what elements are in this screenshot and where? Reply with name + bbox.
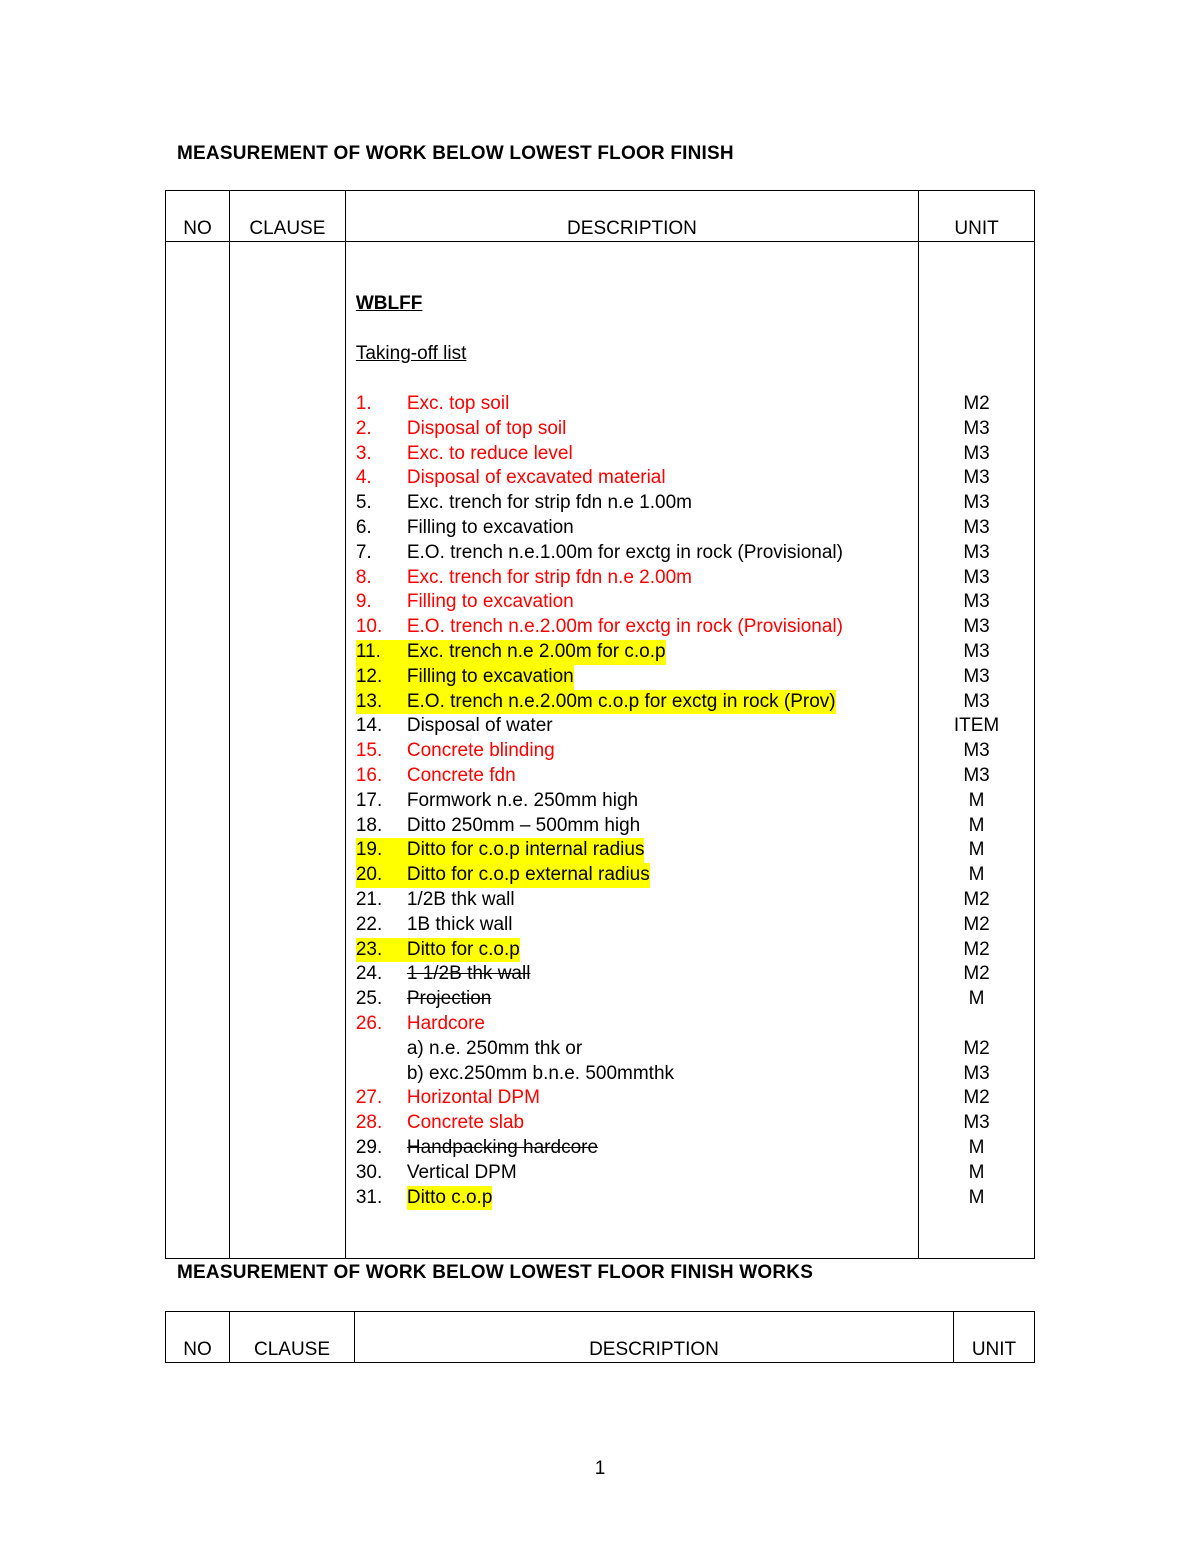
item-number: 30.	[355, 1161, 383, 1183]
item-number: 18.	[355, 814, 383, 836]
item-number: 20.	[356, 863, 407, 888]
item-number: 12.	[356, 665, 407, 690]
item-text: E.O. trench n.e.1.00m for exctg in rock (Provisional)	[406, 541, 843, 563]
item-text: Exc. trench n.e 2.00m for c.o.p	[407, 640, 666, 665]
item-text: Exc. trench for strip fdn n.e 2.00m	[406, 566, 692, 588]
item-text: Filling to excavation	[406, 591, 574, 613]
item-text: Vertical DPM	[406, 1161, 517, 1183]
header-no: NO	[166, 191, 230, 242]
item-number: 21.	[355, 888, 383, 910]
item-text: 1/2B thk wall	[406, 888, 515, 910]
list-item	[356, 566, 918, 591]
item-unit: M3	[963, 467, 990, 489]
item-text: 1B thick wall	[406, 913, 513, 935]
table-header-row	[166, 1312, 1035, 1363]
item-text: Ditto for c.o.p internal radius	[407, 838, 645, 863]
item-number: 26.	[355, 1012, 383, 1034]
list-item	[356, 640, 918, 665]
item-number: 14.	[355, 715, 383, 737]
item-unit: M3	[963, 690, 990, 712]
item-unit: M	[968, 988, 985, 1010]
item-unit: M	[968, 814, 985, 836]
item-unit: M3	[963, 417, 990, 439]
list-item	[356, 764, 918, 789]
item-number: 25.	[355, 988, 383, 1010]
list-item	[356, 838, 918, 863]
item-unit: ITEM	[953, 715, 1000, 737]
item-unit: M2	[963, 938, 990, 960]
item-unit: M2	[963, 913, 990, 935]
item-unit: M3	[963, 1062, 990, 1084]
item-unit: M3	[963, 492, 990, 514]
header-clause: CLAUSE	[229, 191, 345, 242]
item-text: Exc. top soil	[406, 393, 510, 414]
list-item	[356, 491, 918, 516]
item-text: b) exc.250mm b.n.e. 500mmthk	[406, 1062, 675, 1084]
item-text: Ditto 250mm – 500mm high	[406, 814, 641, 836]
item-text: Formwork n.e. 250mm high	[406, 789, 639, 811]
second-table-title: MEASUREMENT OF WORK BELOW LOWEST FLOOR FINISH WORKS	[177, 1262, 814, 1283]
item-unit: M3	[963, 764, 990, 786]
item-number: 7.	[355, 541, 372, 563]
item-text: Ditto for c.o.p	[407, 938, 520, 963]
item-number: 9.	[355, 591, 372, 613]
item-number: 13.	[356, 690, 407, 715]
list-item	[356, 392, 918, 417]
no-column	[166, 242, 230, 1259]
item-text: Filling to excavation	[406, 516, 574, 538]
item-unit: M3	[963, 665, 990, 687]
list-item	[356, 1086, 918, 1111]
item-text: Disposal of top soil	[406, 417, 567, 439]
list-item	[356, 987, 918, 1012]
item-unit	[919, 1012, 1034, 1037]
item-number: 2.	[355, 417, 372, 439]
item-number: 29.	[355, 1136, 383, 1158]
item-text: E.O. trench n.e.2.00m c.o.p for exctg in rock (Prov)	[407, 690, 836, 715]
header-description: DESCRIPTION	[345, 191, 918, 242]
table-body-row	[166, 242, 1035, 1259]
item-text: Hardcore	[406, 1012, 486, 1034]
list-item	[356, 417, 918, 442]
item-text: Projection	[406, 988, 492, 1010]
list-item	[356, 615, 918, 640]
unit-list	[919, 392, 1034, 1210]
item-unit: M3	[963, 516, 990, 538]
list-item	[356, 516, 918, 541]
item-unit: M2	[963, 888, 990, 910]
item-text: Concrete blinding	[406, 740, 555, 762]
item-text: E.O. trench n.e.2.00m for exctg in rock (Provisional)	[406, 616, 843, 638]
second-table	[165, 1311, 1035, 1363]
header-no: NO	[166, 1312, 230, 1363]
list-item	[356, 1037, 918, 1062]
item-number: 6.	[355, 516, 372, 538]
item-unit: M3	[963, 740, 990, 762]
list-item	[356, 665, 918, 690]
item-text: Filling to excavation	[407, 665, 574, 690]
item-unit: M3	[963, 1112, 990, 1134]
item-unit: M3	[963, 640, 990, 662]
list-item	[356, 888, 918, 913]
list-item	[356, 1161, 918, 1186]
item-text: Ditto c.o.p	[407, 1186, 493, 1211]
item-unit: M3	[963, 566, 990, 588]
item-number: 16.	[355, 764, 383, 786]
item-text: Exc. trench for strip fdn n.e 1.00m	[406, 492, 692, 514]
item-number: 10.	[355, 616, 383, 638]
list-item	[356, 714, 918, 739]
item-number: 19.	[356, 838, 407, 863]
header-description: DESCRIPTION	[355, 1312, 954, 1363]
item-text: Exc. to reduce level	[406, 442, 573, 464]
section-heading: WBLFF	[355, 293, 423, 314]
item-unit: M2	[963, 1037, 990, 1059]
list-item	[356, 739, 918, 764]
header-clause: CLAUSE	[230, 1312, 355, 1363]
item-number: 17.	[355, 789, 383, 811]
item-number: 24.	[355, 963, 383, 985]
item-unit: M2	[963, 1087, 990, 1109]
list-item	[356, 1012, 918, 1037]
list-item	[356, 863, 918, 888]
section-subheading: Taking-off list	[355, 343, 467, 364]
item-number: 28.	[355, 1112, 383, 1134]
item-text: Horizontal DPM	[406, 1087, 540, 1109]
item-unit: M3	[963, 591, 990, 613]
list-item	[356, 962, 918, 987]
list-item	[356, 814, 918, 839]
description-column	[345, 242, 918, 1259]
item-text: Disposal of excavated material	[406, 467, 666, 489]
item-unit: M	[968, 1186, 985, 1208]
item-text: Concrete fdn	[406, 764, 516, 786]
header-unit: UNIT	[919, 191, 1035, 242]
taking-off-table	[165, 190, 1035, 1259]
item-number: 15.	[355, 740, 383, 762]
list-item	[356, 1062, 918, 1087]
item-unit: M3	[963, 541, 990, 563]
page-number: 1	[594, 1458, 606, 1479]
clause-column	[229, 242, 345, 1259]
list-item	[356, 442, 918, 467]
item-text: Handpacking hardcore	[406, 1136, 599, 1158]
item-number: 22.	[355, 913, 383, 935]
item-number: 8.	[355, 566, 372, 588]
list-item	[356, 590, 918, 615]
item-number: 5.	[355, 492, 372, 514]
list-item	[356, 913, 918, 938]
item-unit: M2	[963, 963, 990, 985]
item-number: 23.	[356, 938, 407, 963]
list-item	[356, 1136, 918, 1161]
item-number: 4.	[355, 467, 372, 489]
unit-column	[919, 242, 1035, 1259]
item-text: a) n.e. 250mm thk or	[406, 1037, 583, 1059]
item-unit: M3	[963, 442, 990, 464]
header-unit: UNIT	[954, 1312, 1035, 1363]
list-item	[356, 690, 918, 715]
list-item	[356, 1186, 918, 1211]
table-header-row	[166, 191, 1035, 242]
item-number: 3.	[355, 442, 372, 464]
list-item	[356, 1111, 918, 1136]
list-item	[356, 789, 918, 814]
item-number: 31.	[355, 1186, 383, 1208]
item-unit: M	[968, 864, 985, 886]
item-unit: M	[968, 1161, 985, 1183]
item-unit: M	[968, 789, 985, 811]
list-item	[356, 466, 918, 491]
item-text: Concrete slab	[406, 1112, 525, 1134]
item-number: 27.	[355, 1087, 383, 1109]
taking-off-list	[356, 392, 918, 1210]
item-number: 1.	[355, 393, 372, 414]
item-text: Ditto for c.o.p external radius	[407, 863, 650, 888]
list-item	[356, 938, 918, 963]
item-unit: M	[968, 1136, 985, 1158]
item-number: 11.	[356, 640, 407, 665]
document-title: MEASUREMENT OF WORK BELOW LOWEST FLOOR FINISH	[177, 143, 734, 164]
item-unit: M2	[963, 393, 990, 414]
item-unit: M3	[963, 616, 990, 638]
item-text: Disposal of water	[406, 715, 553, 737]
item-text: 1 1/2B thk wall	[406, 963, 531, 985]
item-unit: M	[968, 839, 985, 861]
list-item	[356, 541, 918, 566]
